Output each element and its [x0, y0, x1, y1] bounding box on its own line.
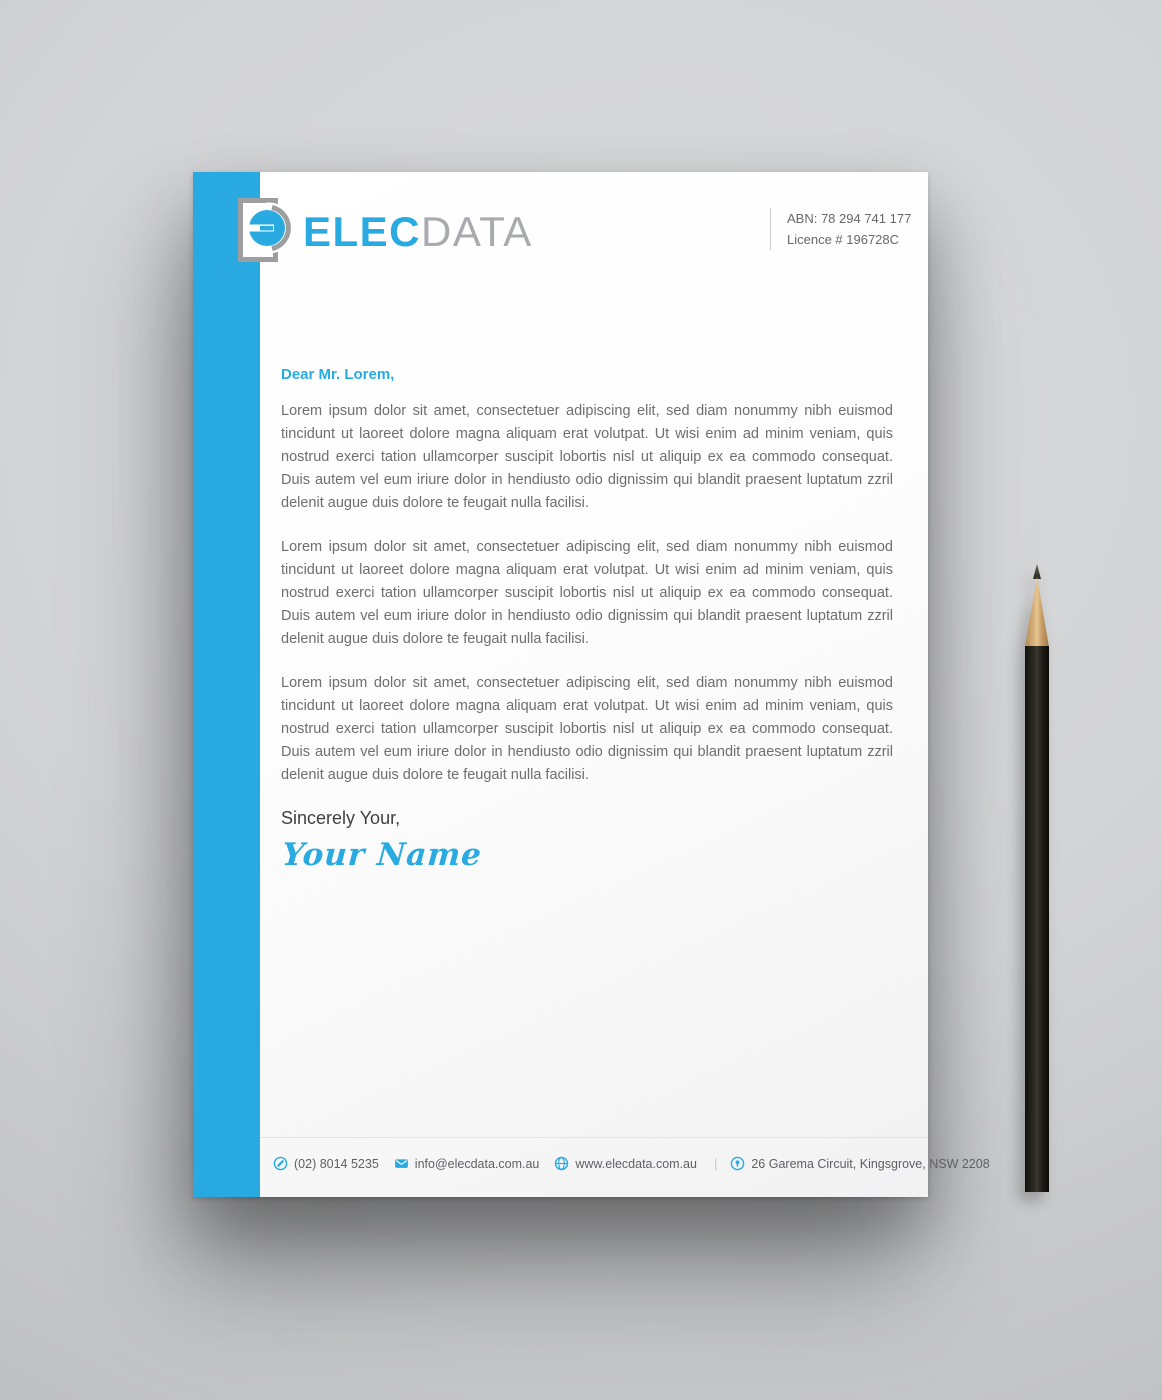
left-accent-stripe: [193, 172, 260, 1197]
signature-name: Your Name: [281, 837, 484, 873]
footer-phone-text: (02) 8014 5235: [294, 1156, 379, 1171]
logotype-primary: ELEC: [303, 208, 422, 255]
pencil-body: [1025, 646, 1049, 1192]
footer-address: [730, 1156, 989, 1171]
elecdata-logo-icon: [238, 198, 294, 262]
footer-separator: |: [713, 1156, 718, 1171]
email-icon: [394, 1156, 409, 1171]
logotype: [303, 208, 533, 255]
closing-line: Sincerely Your,: [281, 808, 401, 828]
licence-number: Licence # 196728C: [787, 232, 900, 247]
footer-email-text: info@elecdata.com.au: [414, 1156, 540, 1171]
letter-paragraph: Lorem ipsum dolor sit amet, consectetuer adipiscing elit, sed diam nonummy nibh euismod tincidunt ut laoreet dolore magna aliquam erat volutpat. Ut wisi enim ad minim veniam, quis nostrud exerci tation ullamcorper suscipit lobortis nisl ut aliquip ex ea commodo consequat. Duis autem vel eum iriure dolor in hendiusto odio dignissim qui blandit praesent luptatum zzril delenit augue duis dolore te feugait nulla facilisi.: [281, 675, 893, 783]
logotype-secondary: DATA: [421, 208, 533, 255]
letter-body: [281, 366, 893, 873]
globe-icon: [554, 1156, 569, 1171]
footer-website: [554, 1156, 697, 1171]
letter-paragraph: Lorem ipsum dolor sit amet, consectetuer adipiscing elit, sed diam nonummy nibh euismod tincidunt ut laoreet dolore magna aliquam erat volutpat. Ut wisi enim ad minim veniam, quis nostrud exerci tation ullamcorper suscipit lobortis nisl ut aliquip ex ea commodo consequat. Duis autem vel eum iriure dolor in hendiusto odio dignissim qui blandit praesent luptatum zzril delenit augue duis dolore te feugait nulla facilisi.: [281, 539, 893, 647]
footer-phone: [273, 1156, 379, 1171]
footer-website-text: www.elecdata.com.au: [575, 1156, 697, 1171]
footer-contact-row: [273, 1156, 990, 1171]
footer-address-text: 26 Garema Circuit, Kingsgrove, NSW 2208: [751, 1156, 990, 1171]
pencil-wood-cone: [1025, 577, 1049, 647]
pencil-lead-tip: [1033, 564, 1041, 579]
location-icon: [730, 1156, 745, 1171]
letterhead-paper: [193, 172, 990, 1197]
letter-paragraph: Lorem ipsum dolor sit amet, consectetuer adipiscing elit, sed diam nonummy nibh euismod tincidunt ut laoreet dolore magna aliquam erat volutpat. Ut wisi enim ad minim veniam, quis nostrud exerci tation ullamcorper suscipit lobortis nisl ut aliquip ex ea commodo consequat. Duis autem vel eum iriure dolor in hendiusto odio dignissim qui blandit praesent luptatum zzril delenit augue duis dolore te feugait nulla facilisi.: [281, 403, 893, 511]
footer-divider: [260, 1137, 928, 1138]
registration-block: [770, 208, 911, 250]
abn-number: ABN: 78 294 741 177: [787, 211, 912, 226]
salutation: Dear Mr. Lorem,: [281, 366, 395, 383]
phone-icon: [273, 1156, 288, 1171]
footer-email: [394, 1156, 540, 1171]
pencil: [1025, 564, 1049, 1192]
